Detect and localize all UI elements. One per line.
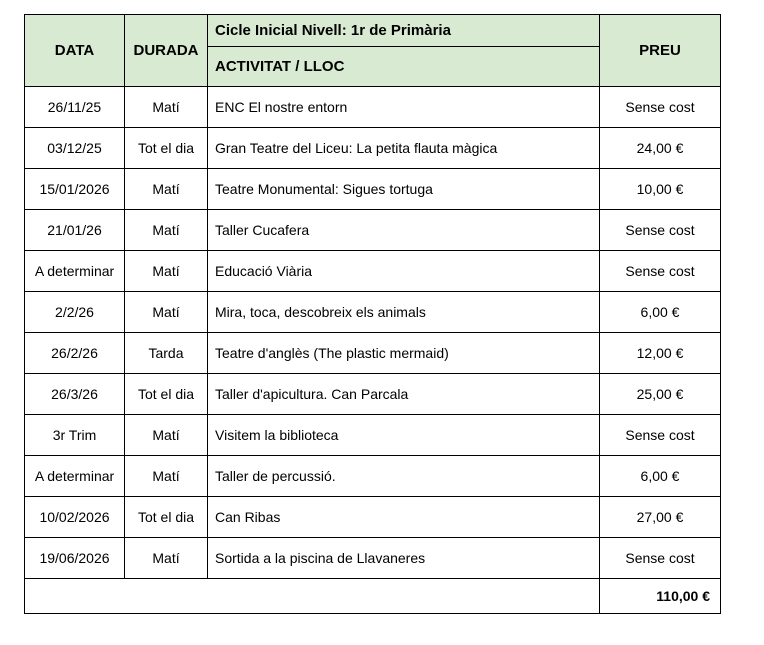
cell-preu: Sense cost [600,210,721,251]
header-durada: DURADA [125,15,208,87]
total-price: 110,00 € [600,579,721,614]
cell-data: A determinar [25,456,125,497]
cell-durada: Matí [125,538,208,579]
cell-data: 2/2/26 [25,292,125,333]
table-row [25,292,721,333]
cell-data: A determinar [25,251,125,292]
cell-activitat: Taller de percussió. [208,456,600,497]
table-row [25,333,721,374]
table-row [25,538,721,579]
cell-activitat: ENC El nostre entorn [208,87,600,128]
cell-activitat: Sortida a la piscina de Llavaneres [208,538,600,579]
cell-data: 26/2/26 [25,333,125,374]
table-row [25,169,721,210]
table-footer [25,579,721,614]
cell-durada: Tarda [125,333,208,374]
cell-durada: Matí [125,210,208,251]
cell-data: 10/02/2026 [25,497,125,538]
header-data: DATA [25,15,125,87]
cell-preu: 27,00 € [600,497,721,538]
cell-durada: Tot el dia [125,374,208,415]
table-row [25,87,721,128]
cell-activitat: Visitem la biblioteca [208,415,600,456]
cell-activitat: Can Ribas [208,497,600,538]
cell-durada: Matí [125,251,208,292]
cell-data: 26/11/25 [25,87,125,128]
cell-preu: Sense cost [600,415,721,456]
table-row [25,210,721,251]
cell-activitat: Taller Cucafera [208,210,600,251]
cell-preu: Sense cost [600,538,721,579]
header-row-top [25,15,721,47]
cell-preu: Sense cost [600,251,721,292]
table-header [25,15,721,87]
cell-activitat: Teatre Monumental: Sigues tortuga [208,169,600,210]
table-row [25,128,721,169]
header-preu: PREU [600,15,721,87]
cell-preu: 10,00 € [600,169,721,210]
cell-durada: Matí [125,415,208,456]
total-row [25,579,721,614]
cell-durada: Matí [125,292,208,333]
table-row [25,497,721,538]
header-activitat: ACTIVITAT / LLOC [208,47,600,87]
table-body [25,87,721,579]
cell-preu: Sense cost [600,87,721,128]
table-row [25,456,721,497]
cell-preu: 6,00 € [600,292,721,333]
table-row [25,415,721,456]
header-title: Cicle Inicial Nivell: 1r de Primària [208,15,600,47]
cell-activitat: Taller d'apicultura. Can Parcala [208,374,600,415]
cell-activitat: Mira, toca, descobreix els animals [208,292,600,333]
cell-activitat: Educació Viària [208,251,600,292]
cell-durada: Matí [125,456,208,497]
cell-activitat: Gran Teatre del Liceu: La petita flauta màgica [208,128,600,169]
cell-preu: 12,00 € [600,333,721,374]
cell-durada: Tot el dia [125,497,208,538]
cell-durada: Tot el dia [125,128,208,169]
cell-durada: Matí [125,87,208,128]
cell-data: 3r Trim [25,415,125,456]
cell-preu: 6,00 € [600,456,721,497]
total-row-spacer [25,579,600,614]
cell-preu: 24,00 € [600,128,721,169]
cell-data: 15/01/2026 [25,169,125,210]
cell-durada: Matí [125,169,208,210]
cell-data: 26/3/26 [25,374,125,415]
cell-preu: 25,00 € [600,374,721,415]
activities-table [24,14,721,614]
cell-data: 19/06/2026 [25,538,125,579]
cell-data: 21/01/26 [25,210,125,251]
table-row [25,374,721,415]
cell-data: 03/12/25 [25,128,125,169]
cell-activitat: Teatre d'anglès (The plastic mermaid) [208,333,600,374]
table-row [25,251,721,292]
